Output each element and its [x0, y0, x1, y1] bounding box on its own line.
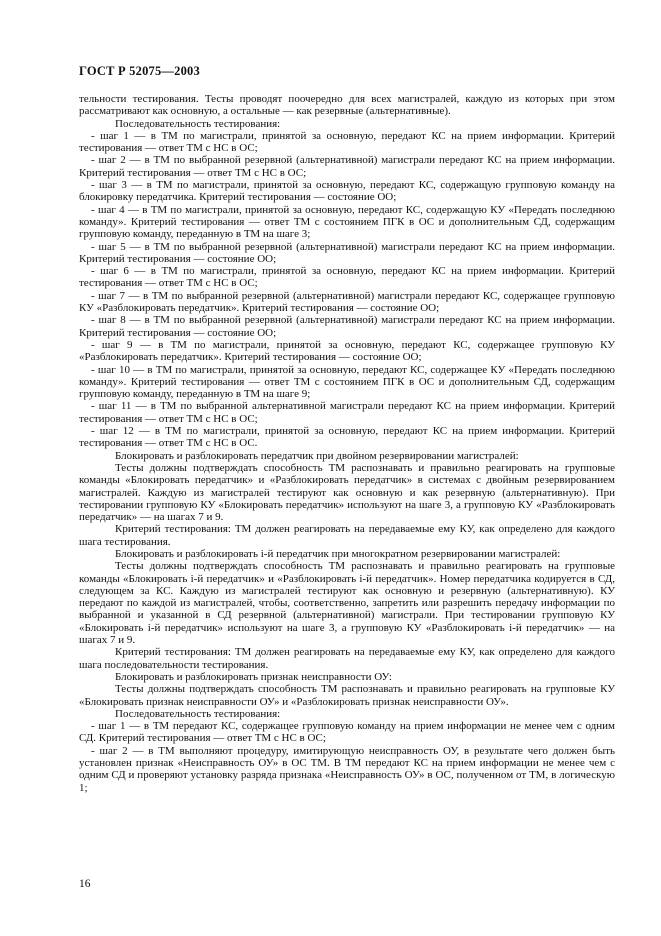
- test-step-paragraph: - шаг 11 — в ТМ по выбранной альтернативной магистрали передают КС на прием информации. Критерий тестирования — ответ ТМ с НС в ОС;: [79, 400, 615, 425]
- body-paragraph: Последовательность тестирования:: [115, 707, 281, 720]
- body-paragraph: Блокировать и разблокировать передатчик при двойном резервировании магистралей:: [115, 449, 519, 462]
- test-step-paragraph: - шаг 9 — в ТМ по магистрали, принятой за основную, передают КС, содержащее групповую КУ «Разблокировать передатчик». Критерий тестирования — состояние ОО;: [79, 338, 615, 364]
- document-body: [79, 93, 615, 794]
- test-step-paragraph: - шаг 4 — в ТМ по магистрали, принятой за основную, передают КС, содержащую КУ «Передать последнюю команду». Критерий тестирования — ответ ТМ с состоянием ПГК в ОС и дополнительным СД, содержащим групповую команду, переданную в ТМ на шаге 3;: [79, 203, 615, 241]
- body-paragraph: Блокировать и разблокировать i-й передатчик при многократном резервировании магистралей:: [115, 547, 561, 560]
- test-step-paragraph: - шаг 8 — в ТМ по выбранной резервной (альтернативной) магистрали передают КС на прием информации. Критерий тестирования — состояние ОО;: [79, 314, 615, 339]
- body-paragraph: тельности тестирования. Тесты проводят поочередно для всех магистралей, каждую из которых при этом рассматривают как основную, а остальные — как резервные (альтернативные).: [79, 93, 615, 118]
- test-step-paragraph: - шаг 7 — в ТМ по выбранной резервной (альтернативной) магистрали передают КС, содержащее групповую КУ «Разблокировать передатчик». Критерий тестирования — состояние ОО;: [79, 289, 615, 315]
- body-paragraph: Критерий тестирования: ТМ должен реагировать на передаваемые ему КУ, как определено для каждого шага последовательности тестирования.: [79, 646, 615, 671]
- test-step-paragraph: - шаг 2 — в ТМ выполняют процедуру, имитирующую неисправность ОУ, в результате чего должен быть установлен признак «Неисправность ОУ» в ОС ТМ. В ТМ передают КС на прием информации не менее чем с одним СД и проверяют установку разряда признака «Неисправность ОУ» в ОС, полученном от ТМ, в логическую 1;: [79, 744, 615, 794]
- body-paragraph: Блокировать и разблокировать признак неисправности ОУ:: [115, 670, 392, 683]
- body-paragraph: Тесты должны подтверждать способность ТМ распознавать и правильно реагировать на групповые команды «Блокировать передатчик» и «Разблокировать передатчик» в системах с двойным резервированием магистралей. Каждую из магистралей тестируют как основную и как резервную (альтернативную). При тестировании групповую КУ «Блокировать передатчик» используют на шаге 3, а групповую КУ «Разблокировать передатчик» — на шагах 7 и 9.: [79, 461, 615, 524]
- test-step-paragraph: - шаг 3 — в ТМ по магистрали, принятой за основную, передают КС, содержащую групповую команду на блокировку передатчика. Критерий тестирования — состояние ОО;: [79, 179, 615, 204]
- test-step-paragraph: - шаг 1 — в ТМ передают КС, содержащее групповую команду на прием информации не менее чем с одним СД. Критерий тестирования — ответ ТМ с НС в ОС;: [79, 720, 615, 745]
- body-paragraph: Последовательность тестирования:: [115, 117, 281, 130]
- page-number: 16: [79, 878, 91, 890]
- test-step-paragraph: - шаг 6 — в ТМ по магистрали, принятой за основную, передают КС на прием информации. Критерий тестирования — ответ ТМ с НС в ОС;: [79, 265, 615, 290]
- body-paragraph: Тесты должны подтверждать способность ТМ распознавать и правильно реагировать на групповые КУ «Блокировать признак неисправности ОУ» и «Разблокировать признак неисправности ОУ».: [79, 683, 615, 708]
- body-paragraph: Тесты должны подтверждать способность ТМ распознавать и правильно реагировать на групповые команды «Блокировать i-й передатчик» и «Разблокировать i-й передатчик». Номер передатчика кодируется в СД, следующем за КС. Каждую из магистралей тестируют как основную и резервную (альтернативную). КУ передают по каждой из магистралей, чтобы, соответственно, запретить или разрешить передачу информации по выбранной и указанной в СД резервной (альтернативной) магистрали. При тестировании групповую КУ «Блокировать i-й передатчик» используют на шаге 3, а групповую КУ «Разблокировать i-й передатчик» — на шагах 7 и 9.: [79, 560, 615, 647]
- document-header: ГОСТ Р 52075—2003: [79, 64, 200, 78]
- test-step-paragraph: - шаг 5 — в ТМ по выбранной резервной (альтернативной) магистрали передают КС на прием информации. Критерий тестирования — состояние ОО;: [79, 240, 615, 265]
- body-paragraph: Критерий тестирования: ТМ должен реагировать на передаваемые ему КУ, как определено для каждого шага тестирования.: [79, 523, 615, 548]
- test-step-paragraph: - шаг 1 — в ТМ по магистрали, принятой за основную, передают КС на прием информации. Критерий тестирования — ответ ТМ с НС в ОС;: [79, 129, 615, 155]
- test-step-paragraph: - шаг 2 — в ТМ по выбранной резервной (альтернативной) магистрали передают КС на прием информации. Критерий тестирования — ответ ТМ с НС в ОС;: [79, 154, 615, 179]
- test-step-paragraph: - шаг 12 — в ТМ по магистрали, принятой за основную, передают КС на прием информации. Критерий тестирования — ответ ТМ с НС в ОС.: [79, 425, 615, 450]
- test-step-paragraph: - шаг 10 — в ТМ по магистрали, принятой за основную, передают КС, содержащее КУ «Передать последнюю команду». Критерий тестирования — ответ ТМ с состоянием ПГК в ОС и дополнительным СД, содержащим групповую команду, переданную в ТМ на шаге 9;: [79, 363, 615, 401]
